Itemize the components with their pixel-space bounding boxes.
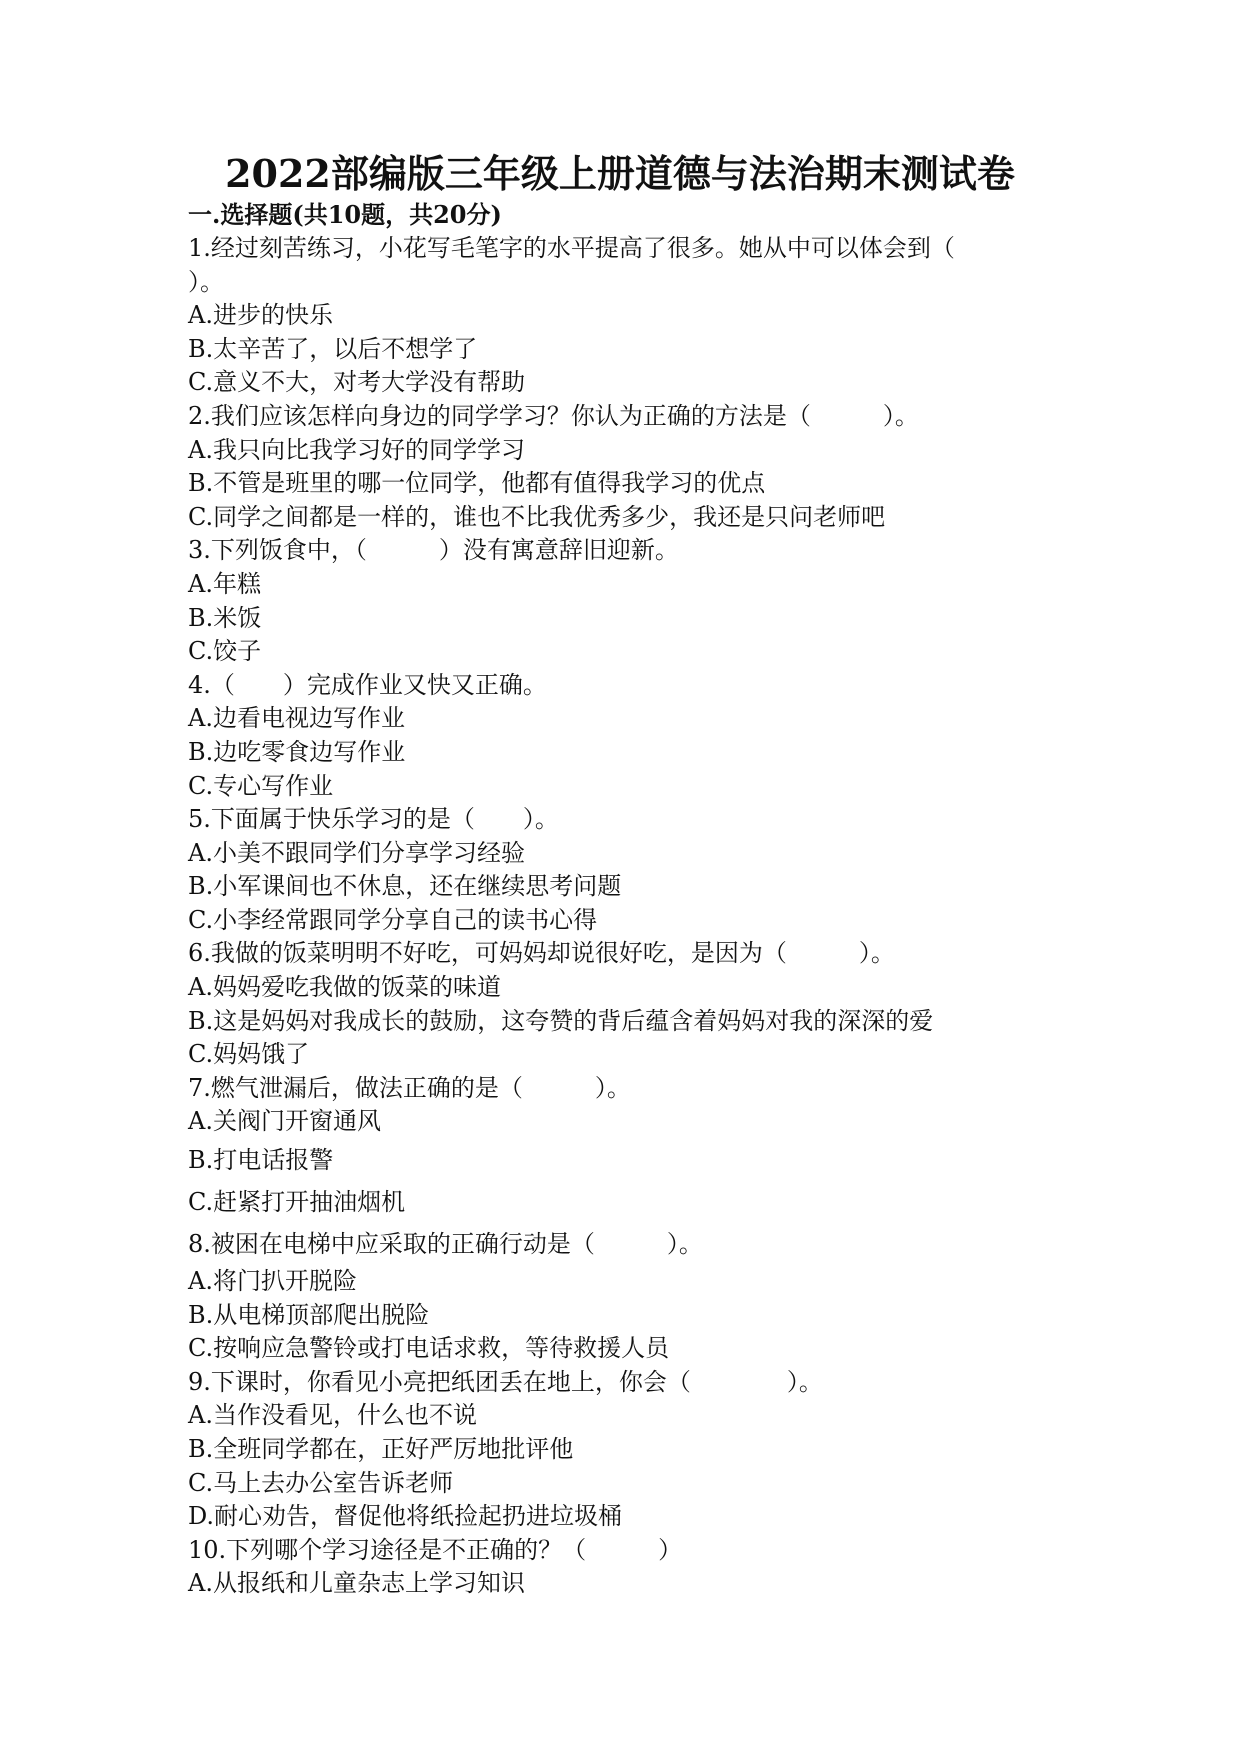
question-5-option-b: B.小军课间也不休息，还在继续思考问题 bbox=[188, 872, 622, 901]
question-6-option-b: B.这是妈妈对我成长的鼓励，这夸赞的背后蕴含着妈妈对我的深深的爱 bbox=[188, 1006, 934, 1035]
question-8-option-a: A.将门扒开脱险 bbox=[188, 1267, 357, 1296]
question-9 bbox=[188, 1366, 1068, 1534]
question-7-option-b: B.打电话报警 bbox=[188, 1146, 334, 1175]
question-6-option-a: A.妈妈爱吃我做的饭菜的味道 bbox=[188, 973, 501, 1002]
question-10-option-a: A.从报纸和儿童杂志上学习知识 bbox=[188, 1569, 525, 1598]
question-3-option-a: A.年糕 bbox=[188, 569, 261, 598]
question-1-option-b: B.太辛苦了，以后不想学了 bbox=[188, 334, 478, 363]
page-title: 2022部编版三年级上册道德与法治期末测试卷 bbox=[225, 151, 1015, 196]
question-2 bbox=[188, 400, 1068, 534]
question-4 bbox=[188, 669, 1068, 803]
question-2-option-a: A.我只向比我学习好的同学学习 bbox=[188, 435, 525, 464]
question-4-option-b: B.边吃零食边写作业 bbox=[188, 737, 406, 766]
question-9-option-b: B.全班同学都在，正好严厉地批评他 bbox=[188, 1435, 574, 1463]
question-6 bbox=[188, 937, 1068, 1071]
question-7-option-a: A.关阀门开窗通风 bbox=[188, 1107, 381, 1136]
question-4-stem: 4.（ ）完成作业又快又正确。 bbox=[188, 670, 547, 699]
question-9-option-c: C.马上去办公室告诉老师 bbox=[188, 1468, 454, 1497]
question-8 bbox=[188, 1223, 1068, 1366]
question-1 bbox=[188, 232, 1068, 400]
question-2-option-b: B.不管是班里的哪一位同学，他都有值得我学习的优点 bbox=[188, 469, 766, 498]
question-4-option-a: A.边看电视边写作业 bbox=[188, 704, 405, 733]
question-7 bbox=[188, 1072, 1068, 1223]
question-7-stem: 7.燃气泄漏后，做法正确的是（ ）。 bbox=[188, 1073, 631, 1102]
question-4-option-c: C.专心写作业 bbox=[188, 771, 334, 800]
question-10-stem: 10.下列哪个学习途径是不正确的？（ ） bbox=[188, 1535, 683, 1564]
question-1-option-a: A.进步的快乐 bbox=[188, 301, 333, 330]
question-6-option-c: C.妈妈饿了 bbox=[188, 1040, 310, 1069]
question-6-stem: 6.我做的饭菜明明不好吃，可妈妈却说很好吃，是因为（ ）。 bbox=[188, 939, 895, 968]
question-3-stem: 3.下列饭食中，（ ）没有寓意辞旧迎新。 bbox=[188, 536, 679, 565]
question-8-option-c: C.按响应急警铃或打电话求救，等待救援人员 bbox=[188, 1334, 670, 1363]
question-1-stem-line-2: ）。 bbox=[188, 267, 224, 296]
section-heading: 一.选择题(共10题，共20分) bbox=[188, 200, 502, 229]
question-5 bbox=[188, 803, 1068, 937]
question-5-option-c: C.小李经常跟同学分享自己的读书心得 bbox=[188, 905, 598, 934]
question-8-stem: 8.被困在电梯中应采取的正确行动是（ ）。 bbox=[188, 1230, 703, 1259]
question-5-stem: 5.下面属于快乐学习的是（ ）。 bbox=[188, 805, 559, 834]
question-2-stem: 2.我们应该怎样向身边的同学学习？你认为正确的方法是（ ）。 bbox=[188, 401, 919, 430]
question-1-stem-line-1: 1.经过刻苦练习，小花写毛笔字的水平提高了很多。她从中可以体会到（ bbox=[188, 234, 955, 262]
question-8-option-b: B.从电梯顶部爬出脱险 bbox=[188, 1300, 430, 1329]
question-9-option-d: D.耐心劝告，督促他将纸捡起扔进垃圾桶 bbox=[188, 1502, 623, 1531]
question-2-option-c: C.同学之间都是一样的，谁也不比我优秀多少，我还是只问老师吧 bbox=[188, 502, 886, 531]
question-9-option-a: A.当作没看见，什么也不说 bbox=[188, 1401, 477, 1430]
question-3 bbox=[188, 534, 1068, 668]
question-5-option-a: A.小美不跟同学们分享学习经验 bbox=[188, 838, 525, 867]
question-3-option-b: B.米饭 bbox=[188, 603, 262, 632]
question-3-option-c: C.饺子 bbox=[188, 637, 262, 666]
question-9-stem: 9.下课时，你看见小亮把纸团丢在地上，你会（ ）。 bbox=[188, 1367, 823, 1396]
question-10 bbox=[188, 1534, 1068, 1601]
question-1-option-c: C.意义不大，对考大学没有帮助 bbox=[188, 368, 526, 397]
question-list bbox=[188, 198, 1068, 1601]
question-7-option-c: C.赶紧打开抽油烟机 bbox=[188, 1188, 406, 1217]
